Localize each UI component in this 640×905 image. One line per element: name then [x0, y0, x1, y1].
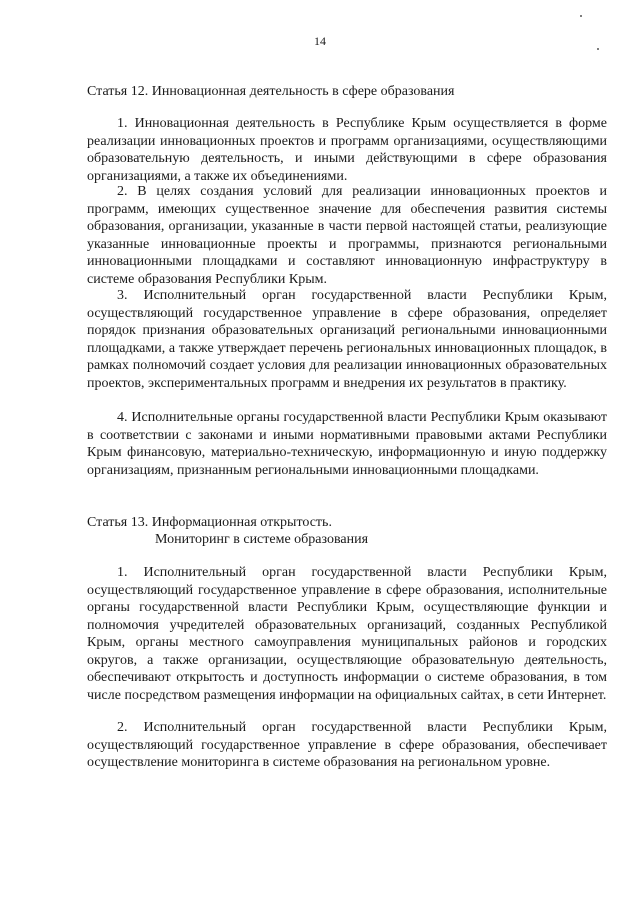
- article-13-paragraph-1: 1. Исполнительный орган государственной власти Республики Крым, осуществляющий государственное управление в сфере образования, исполнительные органы государственной власти Республики Крым, осуществляющие функции и полномочия учредителей образовательных организаций, созданных Республикой Крым, органы местного самоуправления муниципальных районов и городских округов, а также организации, осуществляющие образовательную деятельность, обеспечивают открытость и доступность информации о системе образования, в том числе посредством размещения информации на официальных сайтах, в сети Интернет.: [87, 565, 607, 703]
- scan-speck: [580, 15, 582, 17]
- page-number: 14: [314, 34, 326, 48]
- article-12-heading: Статья 12. Инновационная деятельность в сфере образования: [87, 84, 455, 99]
- article-13-paragraph-2: 2. Исполнительный орган государственной власти Республики Крым, осуществляющий государственное управление в сфере образования, обеспечивает осуществление мониторинга в системе образования на региональном уровне.: [87, 720, 607, 770]
- article-12-paragraph-1: 1. Инновационная деятельность в Республике Крым осуществляется в форме реализации инновационных проектов и программ организациями, осуществляющими образовательную деятельность, и иными действующими в сфере образования организациями, а также их объединениями.: [87, 116, 607, 184]
- article-12-paragraph-2: 2. В целях создания условий для реализации инновационных проектов и программ, имеющих существенное значение для обеспечения развития системы образования, организации, указанные в части первой настоящей статьи, реализующие указанные инновационные проекты и программы, признаются региональными инновационными площадками и составляют инновационную инфраструктуру в системе образования Республики Крым.: [87, 184, 607, 287]
- article-13-heading-line-2: Мониторинг в системе образования: [155, 532, 369, 547]
- article-13-heading-line-1: Статья 13. Информационная открытость.: [87, 515, 332, 530]
- article-12-paragraph-3: 3. Исполнительный орган государственной власти Республики Крым, осуществляющий государственное управление в сфере образования, определяет порядок признания образовательных организаций региональными инновационными площадками, а также утверждает перечень региональных инновационных площадок, в рамках полномочий создает условия для реализации инновационных образовательных проектов, экспериментальных программ и внедрения их результатов в практику.: [87, 288, 607, 391]
- article-12-paragraph-4: 4. Исполнительные органы государственной власти Республики Крым оказывают в соответствии с законами и иными нормативными правовыми актами Республики Крым финансовую, материально-техническую, информационную и иную поддержку организациям, признанным региональными инновационными площадками.: [87, 410, 607, 478]
- scan-speck: [597, 48, 599, 50]
